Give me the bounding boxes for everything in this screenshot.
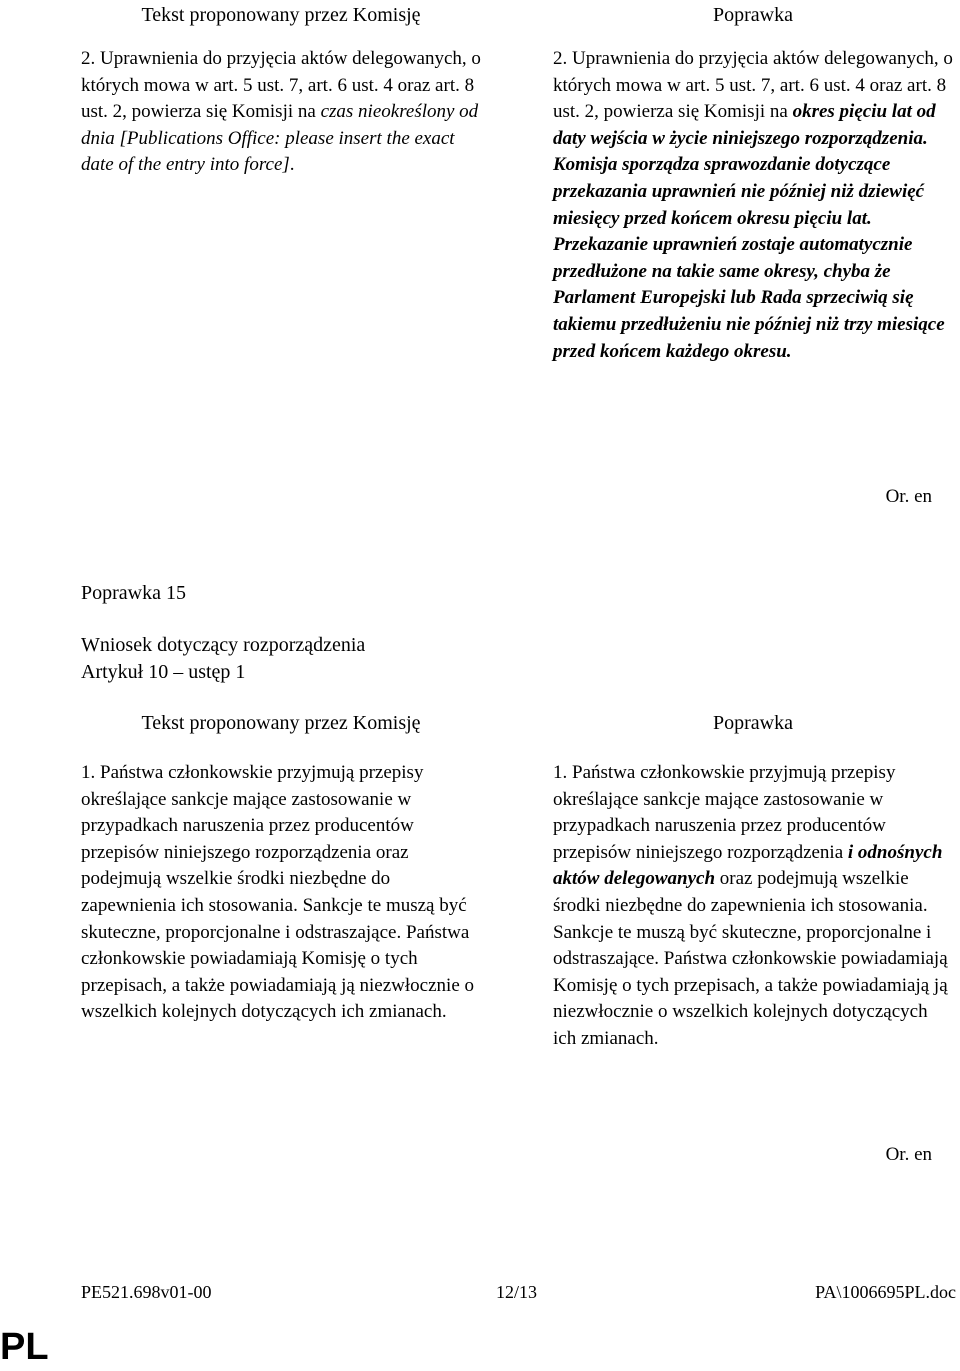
- original-language-15: Or. en: [885, 1144, 932, 1165]
- left-column-header-2: Tekst proponowany przez Komisję: [141, 712, 421, 734]
- amendment-text-top: [553, 46, 953, 365]
- bold-italic-run: i odnośnych aktów delegowanych: [553, 841, 943, 890]
- proposal-label: Wniosek dotyczący rozporządzenia: [81, 634, 366, 656]
- commission-text-top: [81, 46, 481, 179]
- left-column-header: Tekst proponowany przez Komisję: [141, 4, 421, 26]
- text-run: 1. Państwa członkowskie przyjmują przepisy określające sankcje mające zastosowanie w przypadkach naruszenia przez producentów przepisów niniejszego rozporządzenia: [553, 762, 896, 863]
- text-run: oraz podejmują wszelkie środki niezbędne do zapewnienia ich stosowania. Sankcje te muszą być skuteczne, proporcjonalne i odstraszające. Państwa członkowskie powiadamiają Komisję o tych przepisach, a także powiadamiają ją niezwłocznie o wszelkich kolejnych dotyczących ich zmianach.: [553, 868, 948, 1049]
- language-code: PL: [0, 1326, 49, 1368]
- article-reference: Artykuł 10 – ustęp 1: [81, 661, 246, 683]
- amendment-title: Poprawka 15: [81, 582, 186, 604]
- right-column-header-2: Poprawka: [713, 712, 793, 734]
- text-run: 2. Uprawnienia do przyjęcia aktów delegowanych, o których mowa w art. 5 ust. 7, art. 6 ust. 4 oraz art. 8 ust. 2, powierza się Komisji na: [81, 48, 481, 123]
- bold-italic-run: okres pięciu lat od daty wejścia w życie niniejszego rozporządzenia. Komisja sporządza sprawozdanie dotyczące przekazania uprawnień nie później niż dziewięć miesięcy przed końcem okresu pięciu lat. Przekazanie uprawnień zostaje automatycznie przedłużone na takie same okresy, chyba że Parlament Europejski lub Rada sprzeciwią się takiemu przedłużeniu nie później niż trzy miesiące przed końcem każdego okresu.: [553, 101, 945, 362]
- right-column-header: Poprawka: [713, 4, 793, 26]
- original-language-top: Or. en: [885, 486, 932, 507]
- text-run: .: [289, 154, 295, 176]
- footer-doc-id: PE521.698v01-00: [81, 1282, 212, 1302]
- italic-run: czas nieokreślony od dnia [Publications Office: please insert the exact date of the entry into force]: [81, 101, 479, 176]
- footer-page-number: 12/13: [496, 1282, 538, 1302]
- footer-file-name: PA\1006695PL.doc: [815, 1282, 956, 1302]
- text-run: 2. Uprawnienia do przyjęcia aktów delegowanych, o których mowa w art. 5 ust. 7, art. 6 ust. 4 oraz art. 8 ust. 2, powierza się Komisji na: [553, 48, 953, 123]
- commission-text-15: 1. Państwa członkowskie przyjmują przepisy określające sankcje mające zastosowanie w przypadkach naruszenia przez producentów przepisów niniejszego rozporządzenia oraz podejmują wszelkie środki niezbędne do zapewnienia ich stosowania. Sankcje te muszą być skuteczne, proporcjonalne i odstraszające. Państwa członkowskie powiadamiają Komisję o tych przepisach, a także powiadamiają ją niezwłocznie o wszelkich kolejnych dotyczących ich zmianach.: [81, 762, 474, 1023]
- amendment-text-15: [553, 760, 953, 1053]
